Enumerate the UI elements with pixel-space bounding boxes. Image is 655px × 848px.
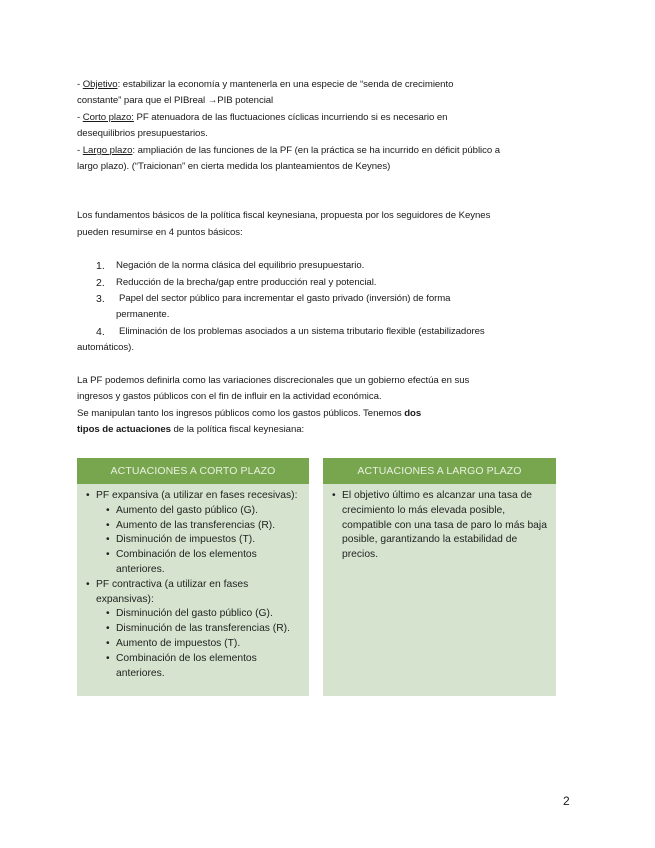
fundamentos-line-2: pueden resumirse en 4 puntos básicos: bbox=[77, 227, 243, 238]
point-3-text: Papel del sector público para incrementar el gasto privado (inversión) de forma bbox=[119, 293, 451, 304]
expansiva-sub-item: • Aumento de las transferencias (R). bbox=[96, 519, 301, 534]
largo-plazo-text: • El objetivo último es alcanzar una tasa de crecimiento lo más elevada posible, compatible con una tasa de paro lo más baja posible, garantizando la estabilidad de precios. bbox=[331, 489, 548, 563]
corto-line-1: - Corto plazo: PF atenuadora de las fluctuaciones cíclicas incurriendo si es necesario en bbox=[77, 112, 448, 123]
objetivo-line-1: - Objetivo: estabilizar la economía y mantenerla en una especie de “senda de crecimiento bbox=[77, 79, 454, 90]
pf-line-1: La PF podemos definirla como las variaciones discrecionales que un gobierno efectúa en sus bbox=[77, 375, 470, 386]
pf-line-4: tipos de actuaciones de la política fiscal keynesiana: bbox=[77, 424, 305, 435]
expansiva-item: • PF expansiva (a utilizar en fases recesivas): • Aumento del gasto público (G). • Aumento de las transferencias (R). • Disminución de impuestos (T). • Combinación de los elementos anteriores. bbox=[85, 489, 301, 578]
contractiva-item: • PF contractiva (a utilizar en fases expansivas): • Disminución del gasto público (G). • Disminución de las transferencias (R). • Aumento de impuestos (T). • Combinación de los elementos anteriores. bbox=[85, 578, 301, 682]
largo-label: Largo plazo bbox=[82, 145, 133, 156]
expansiva-sub-item: • Combinación de los elementos anteriores. bbox=[96, 548, 301, 578]
largo-plazo-box bbox=[323, 458, 556, 696]
corto-line-2: desequilibrios presupuestarios. bbox=[77, 128, 208, 139]
point-1-number: 1. bbox=[96, 260, 105, 272]
corto-label: Corto plazo: bbox=[82, 112, 134, 123]
page-number: 2 bbox=[563, 794, 570, 808]
point-3-text-cont: permanente. bbox=[116, 309, 170, 320]
fundamentos-line-1: Los fundamentos básicos de la política fiscal keynesiana, propuesta por los seguidores de Keynes bbox=[77, 210, 491, 221]
largo-line-1: - Largo plazo: ampliación de las funciones de la PF (en la práctica se ha incurrido en déficit público a bbox=[77, 145, 501, 156]
point-4-number: 4. bbox=[96, 326, 105, 338]
contractiva-sub-item: • Disminución de las transferencias (R). bbox=[96, 622, 301, 637]
expansiva-sub-item: • Aumento del gasto público (G). bbox=[96, 504, 301, 519]
pf-line-2: ingresos y gastos públicos con el fin de influir en la actividad económica. bbox=[77, 391, 382, 402]
largo-line-2: largo plazo). (“Traicionan” en cierta medida los planteamientos de Keynes) bbox=[77, 161, 391, 172]
pf-line-3: Se manipulan tanto los ingresos públicos como los gastos públicos. Tenemos dos bbox=[77, 408, 422, 419]
objetivo-label: Objetivo bbox=[82, 79, 118, 90]
point-2-text: Reducción de la brecha/gap entre producción real y potencial. bbox=[116, 277, 377, 288]
contractiva-sub-item: • Combinación de los elementos anteriores. bbox=[96, 652, 301, 682]
contractiva-sub-item: • Disminución del gasto público (G). bbox=[96, 607, 301, 622]
corto-plazo-box bbox=[77, 458, 309, 696]
point-4-text: Eliminación de los problemas asociados a un sistema tributario flexible (estabilizadores bbox=[119, 326, 485, 337]
expansiva-sub-item: • Disminución de impuestos (T). bbox=[96, 533, 301, 548]
corto-plazo-title: ACTUACIONES A CORTO PLAZO bbox=[77, 458, 309, 484]
largo-plazo-title: ACTUACIONES A LARGO PLAZO bbox=[323, 458, 556, 484]
contractiva-sub-item: • Aumento de impuestos (T). bbox=[96, 637, 301, 652]
point-1-text: Negación de la norma clásica del equilibrio presupuestario. bbox=[116, 260, 365, 271]
point-2-number: 2. bbox=[96, 277, 105, 289]
objetivo-line-2: constante” para que el PIBreal →PIB potencial bbox=[77, 95, 274, 106]
point-4-text-cont: automáticos). bbox=[77, 342, 134, 353]
point-3-number: 3. bbox=[96, 293, 105, 305]
